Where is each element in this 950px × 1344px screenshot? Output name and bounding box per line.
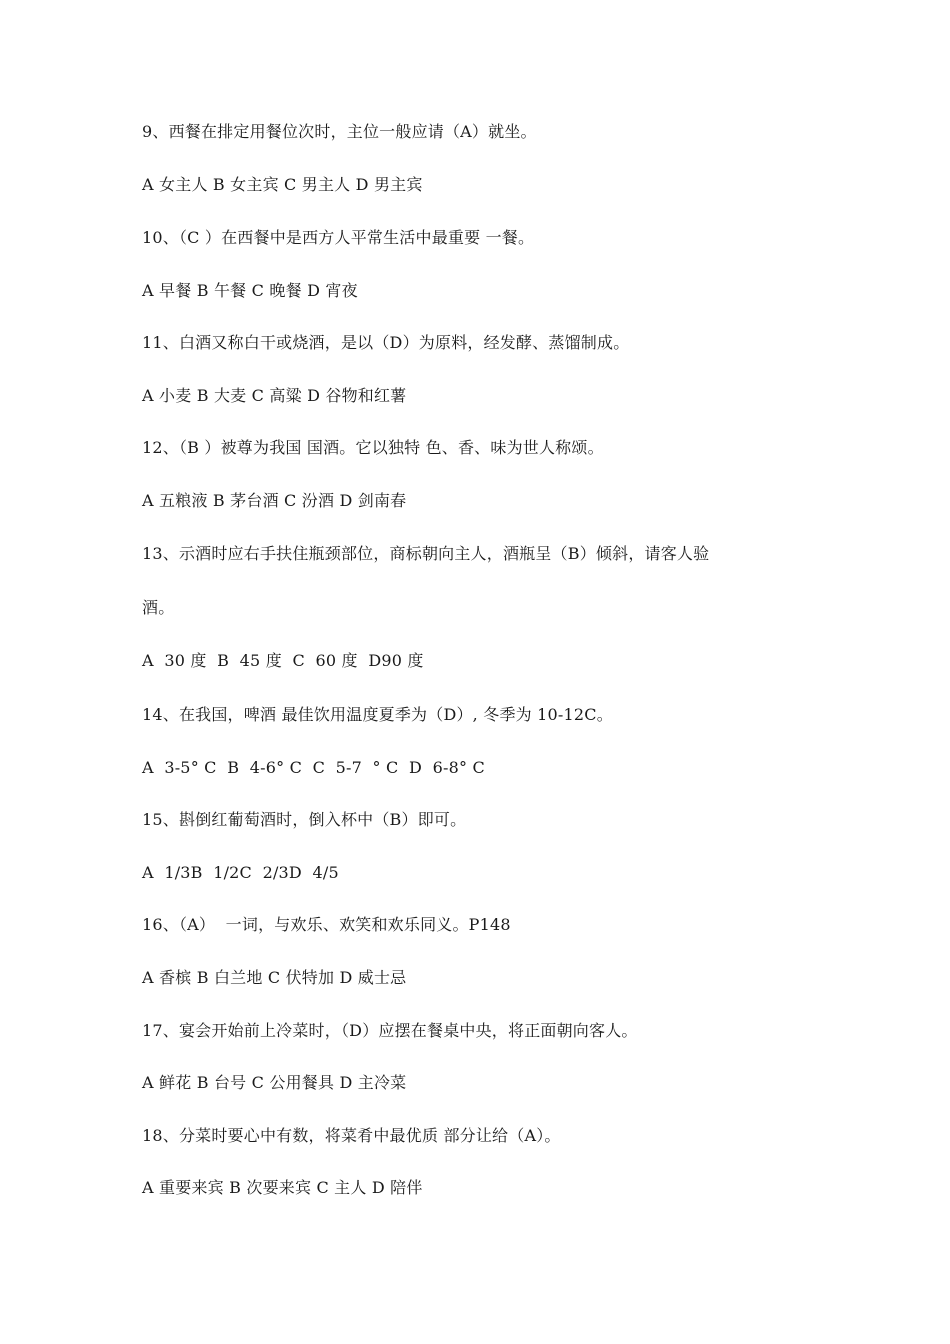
options-14: A 3-5° C B 4-6° C C 5-7 ° C D 6-8° C [142,758,485,777]
options-9: A 女主人 B 女主宾 C 男主人 D 男主宾 [142,175,423,194]
question-10: 10、（C ）在西餐中是西方人平常生活中最重要 一餐。 [142,228,535,247]
question-13-continued: 酒。 [142,598,175,617]
question-15: 15、斟倒红葡萄酒时，倒入杯中（B）即可。 [142,810,467,829]
question-11: 11、白酒又称白干或烧酒，是以（D）为原料，经发酵、蒸馏制成。 [142,333,630,352]
options-10: A 早餐 B 午餐 C 晚餐 D 宵夜 [142,281,358,300]
question-13: 13、示酒时应右手扶住瓶颈部位，商标朝向主人，酒瓶呈（B）倾斜，请客人验 [142,544,710,563]
question-12: 12、（B ）被尊为我国 国酒。它以独特 色、香、味为世人称颂。 [142,438,604,457]
options-18: A 重要来宾 B 次要来宾 C 主人 D 陪伴 [142,1178,423,1197]
options-12: A 五粮液 B 茅台酒 C 汾酒 D 剑南春 [142,491,407,510]
options-15: A 1/3B 1/2C 2/3D 4/5 [142,863,339,882]
question-16: 16、（A） 一词，与欢乐、欢笑和欢乐同义。P148 [142,915,511,934]
question-18: 18、分菜时要心中有数，将菜肴中最优质 部分让给（A）。 [142,1126,561,1145]
question-14: 14、在我国，啤酒 最佳饮用温度夏季为（D）, 冬季为 10-12C。 [142,705,613,724]
options-11: A 小麦 B 大麦 C 高粱 D 谷物和红薯 [142,386,407,405]
question-9: 9、西餐在排定用餐位次时，主位一般应请（A）就坐。 [142,122,537,141]
options-16: A 香槟 B 白兰地 C 伏特加 D 威士忌 [142,968,407,987]
options-13: A 30 度 B 45 度 C 60 度 D90 度 [142,651,424,670]
options-17: A 鲜花 B 台号 C 公用餐具 D 主冷菜 [142,1073,407,1092]
question-17: 17、宴会开始前上冷菜时，（D）应摆在餐桌中央，将正面朝向客人。 [142,1021,638,1040]
